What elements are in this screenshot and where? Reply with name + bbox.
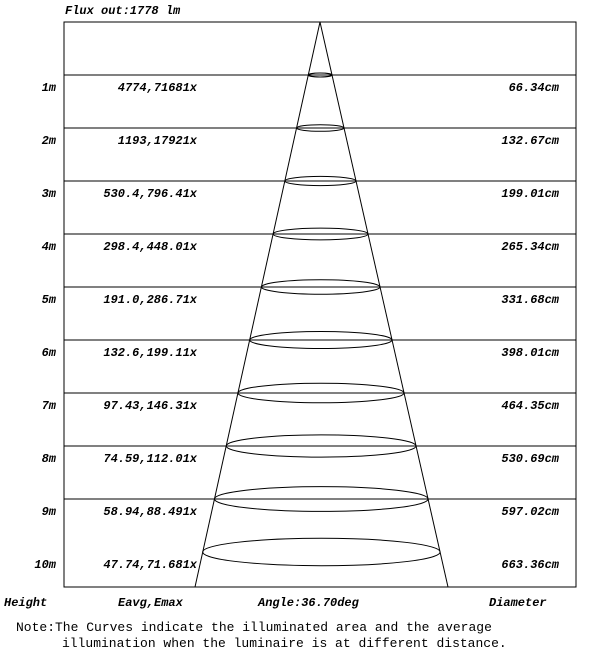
row-illuminance-value: 191.0,286.71x (103, 293, 197, 307)
footer-height-label: Height (4, 596, 48, 610)
illuminated-areas (203, 73, 440, 566)
footer-diameter-label: Diameter (489, 596, 547, 610)
row-height-label: 5m (41, 293, 56, 307)
row-illuminance-value: 58.94,88.491x (103, 505, 197, 519)
row-height-label: 6m (41, 346, 56, 360)
row-illuminance-value: 47.74,71.681x (103, 558, 197, 572)
cone-left-edge (195, 22, 320, 587)
row-illuminance-value: 298.4,448.01x (103, 240, 197, 254)
row-diameter-value: 331.68cm (501, 293, 559, 307)
cone-right-edge (320, 22, 448, 587)
beam-cone (195, 22, 448, 587)
row-illuminance-value: 530.4,796.41x (103, 187, 197, 201)
row-height-label: 3m (41, 187, 56, 201)
row-diameter-value: 597.02cm (501, 505, 559, 519)
row-illuminance-value: 97.43,146.31x (103, 399, 197, 413)
note-line-1: Note:The Curves indicate the illuminated area and the average (16, 620, 492, 635)
row-illuminance-value: 132.6,199.11x (103, 346, 197, 360)
row-diameter-value: 398.01cm (501, 346, 559, 360)
row-diameter-value: 132.67cm (501, 134, 559, 148)
footer-illuminance-label: Eavg,Emax (118, 596, 183, 610)
row-diameter-value: 199.01cm (501, 187, 559, 201)
footer-angle-label: Angle:36.70deg (258, 596, 359, 610)
row-illuminance-value: 74.59,112.01x (103, 452, 197, 466)
row-height-label: 8m (41, 452, 56, 466)
row-labels (34, 81, 559, 572)
row-diameter-value: 530.69cm (501, 452, 559, 466)
note-line-2: illumination when the luminaire is at different distance. (62, 636, 507, 651)
row-height-label: 1m (41, 81, 56, 95)
flux-title: Flux out:1778 lm (65, 4, 181, 18)
row-diameter-value: 464.35cm (501, 399, 559, 413)
row-illuminance-value: 1193,17921x (117, 134, 197, 148)
illuminated-area-ellipse (203, 538, 440, 565)
row-illuminance-value: 4774,71681x (117, 81, 197, 95)
row-diameter-value: 66.34cm (508, 81, 559, 95)
row-diameter-value: 663.36cm (501, 558, 559, 572)
row-height-label: 9m (41, 505, 56, 519)
row-diameter-value: 265.34cm (501, 240, 559, 254)
row-height-label: 4m (41, 240, 56, 254)
row-height-label: 7m (41, 399, 56, 413)
row-height-label: 10m (34, 558, 56, 572)
row-height-label: 2m (41, 134, 56, 148)
